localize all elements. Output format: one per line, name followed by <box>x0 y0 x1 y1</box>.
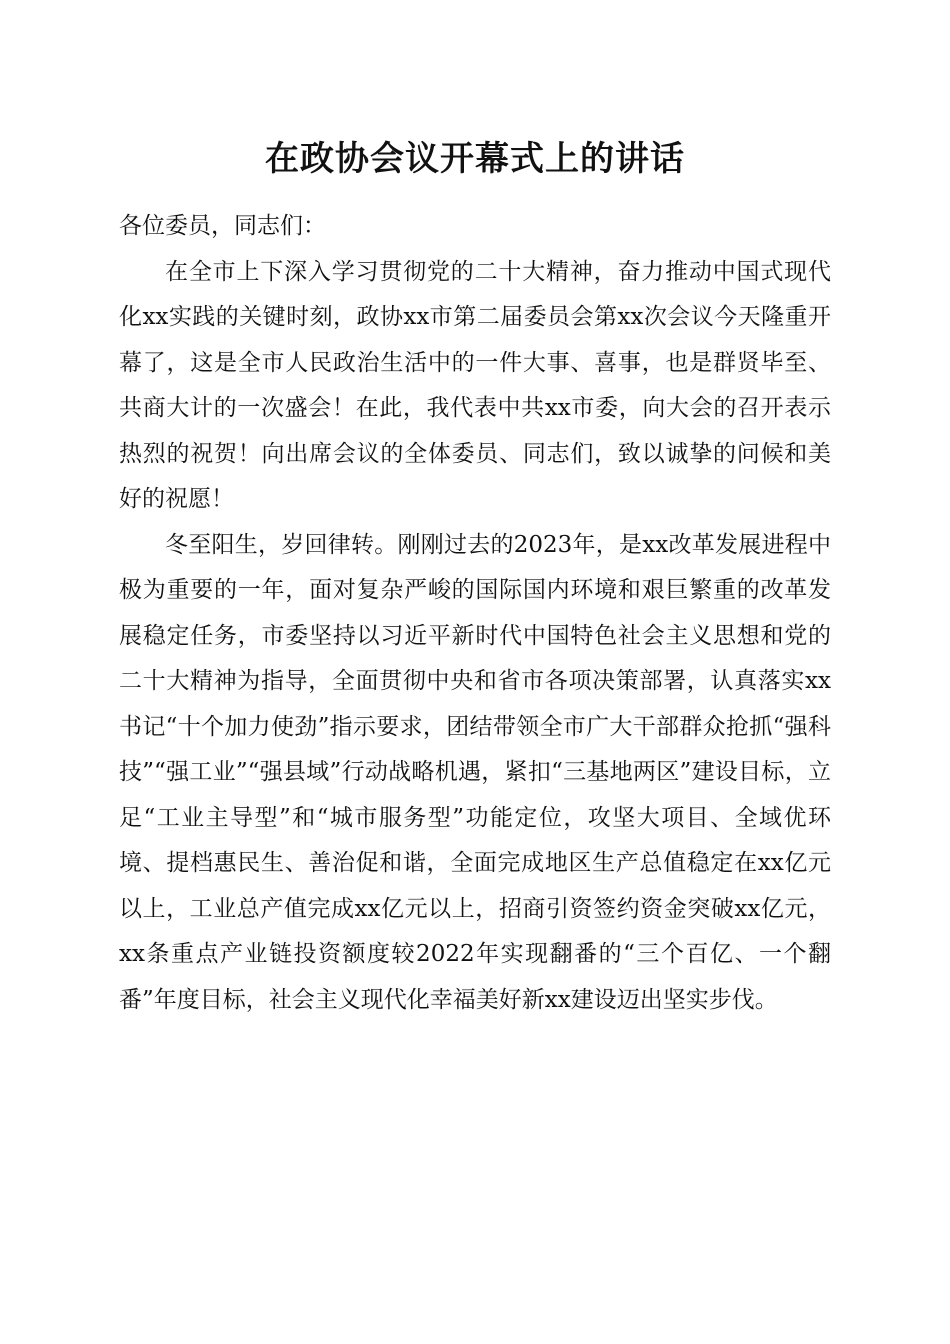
paragraph-2: 冬至阳生，岁回律转。刚刚过去的2023年，是xx改革发展进程中极为重要的一年，面对复杂严峻的国际国内环境和艰巨繁重的改革发展稳定任务，市委坚持以习近平新时代中国特色社会主义思想和党的二十大精神为指导，全面贯彻中央和省市各项决策部署，认真落实xx书记“十个加力使劲”指示要求，团结带领全市广大干部群众抢抓“强科技”“强工业”“强县域”行动战略机遇，紧扣“三基地两区”建设目标，立足“工业主导型”和“城市服务型”功能定位，攻坚大项目、全域优环境、提档惠民生、善治促和谐，全面完成地区生产总值稳定在xx亿元以上，工业总产值完成xx亿元以上，招商引资签约资金突破xx亿元，xx条重点产业链投资额度较2022年实现翻番的“三个百亿、一个翻番”年度目标，社会主义现代化幸福美好新xx建设迈出坚实步伐。 <box>119 531 831 1013</box>
salutation: 各位委员，同志们： <box>119 213 326 239</box>
document-title: 在政协会议开幕式上的讲话 <box>265 139 685 179</box>
document-body <box>119 204 831 1023</box>
paragraph-1: 在全市上下深入学习贯彻党的二十大精神，奋力推动中国式现代化xx实践的关键时刻，政协xx市第二届委员会第xx次会议今天隆重开幕了，这是全市人民政治生活中的一件大事、喜事，也是群贤毕至、共商大计的一次盛会！在此，我代表中共xx市委，向大会的召开表示热烈的祝贺！向出席会议的全体委员、同志们，致以诚挚的问候和美好的祝愿！ <box>119 258 831 512</box>
